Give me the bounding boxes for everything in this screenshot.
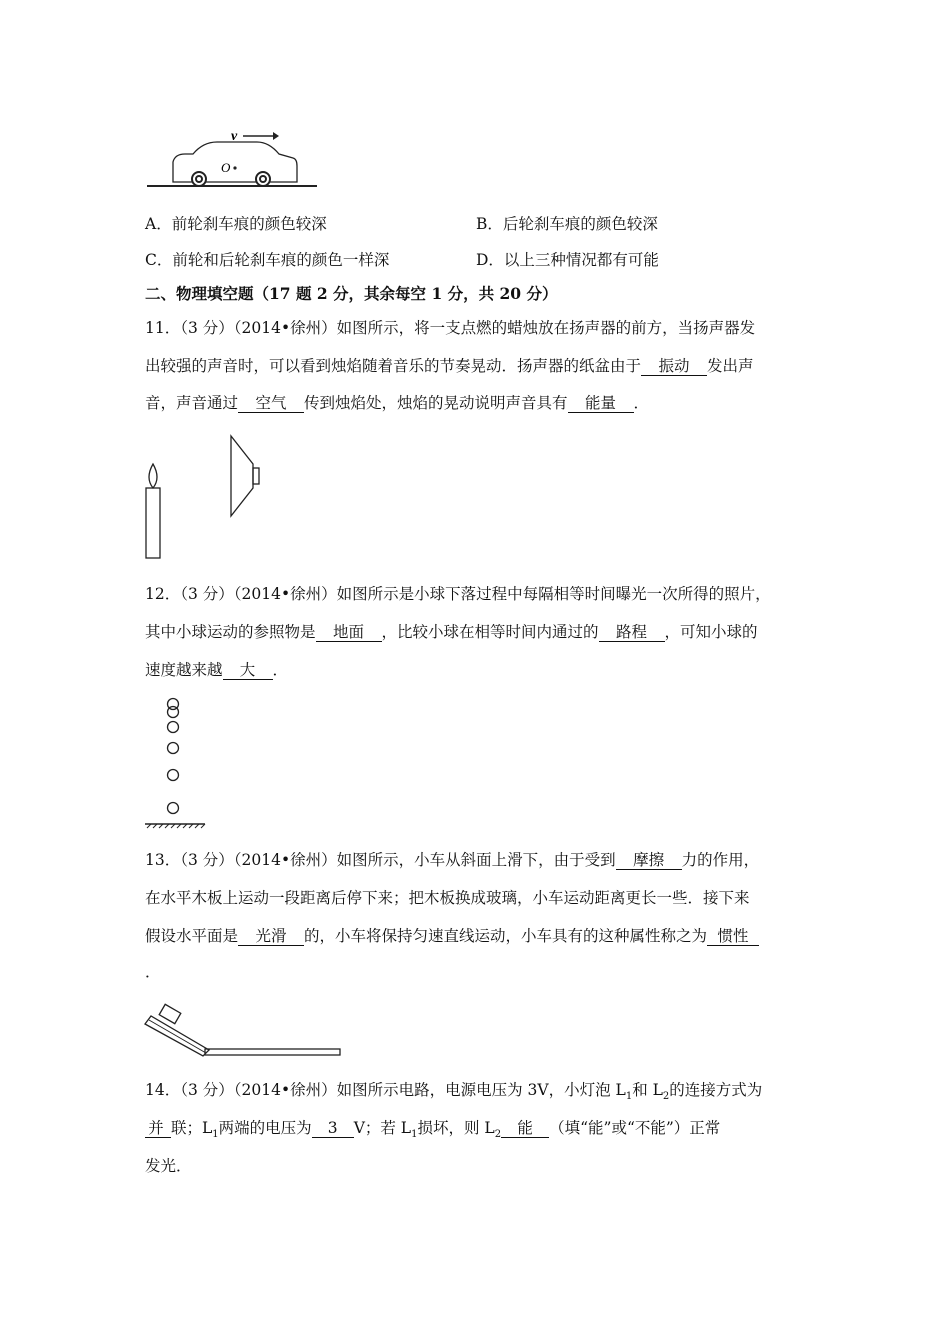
q11-line-3: [145, 393, 649, 413]
q14-text-2e: （填“能”或“不能”）正常: [549, 1119, 721, 1137]
q12-line-1: [145, 584, 771, 604]
q11-text-3a: 音，声音通过: [145, 394, 239, 412]
q14-blank-2: 3: [312, 1119, 354, 1138]
section-title: 二、物理填空题（17 题 2 分，其余每空 1 分，共 20 分）: [145, 284, 558, 303]
q14-text-1b: 和 L: [632, 1081, 663, 1099]
q14-text-1c: 的连接方式为: [669, 1081, 763, 1099]
ball-4: [168, 743, 179, 754]
q14-text-2d: 损坏，则 L: [417, 1119, 495, 1137]
q12-blank-2: 路程: [599, 623, 665, 642]
q11-text-3c: ．: [633, 394, 650, 412]
front-wheel: [192, 172, 206, 186]
q13-text-2: 在水平木板上运动一段距离后停下来；把木板换成玻璃，小车运动距离更长一些．接下来: [145, 889, 750, 907]
q12-blank-3: 大: [223, 661, 273, 680]
center-label: O: [221, 160, 231, 175]
q14-sub-3: 1: [212, 1129, 219, 1141]
q14-sub-1: 1: [625, 1091, 633, 1103]
q11-line-2: [145, 356, 754, 376]
q12-line-3: [145, 660, 288, 680]
q13-text-1a: 13．（3 分）（2014•徐州）如图所示，小车从斜面上滑下，由于受到: [145, 851, 616, 869]
q14-line-3: [145, 1156, 192, 1176]
q12-text-2c: ，可知小球的: [664, 623, 758, 641]
q13-text-4: ．: [145, 963, 161, 981]
q11-blank-2: 空气: [238, 394, 304, 413]
q13-blank-2: 光滑: [238, 927, 304, 946]
q14-sub-5: 2: [494, 1129, 502, 1141]
option-d: D．以上三种情况都有可能: [476, 251, 659, 269]
q13-line-3: [145, 926, 759, 946]
rear-wheel: [256, 172, 270, 186]
candle-speaker-figure: [143, 432, 273, 562]
ball-5: [168, 770, 179, 781]
car-figure: [145, 126, 325, 196]
ball-2: [168, 707, 179, 718]
q13-text-3a: 假设水平面是: [145, 927, 239, 945]
q14-line-2: [145, 1118, 720, 1145]
q14-blank-1: 并: [145, 1119, 171, 1138]
q13-line-1: [145, 850, 759, 870]
q11-line-1: [145, 318, 755, 338]
q14-blank-3: 能: [501, 1119, 549, 1138]
flame-icon: [149, 464, 157, 488]
q13-blank-1: 摩擦: [616, 851, 682, 870]
falling-ball-figure: [143, 694, 213, 834]
option-b: B．后轮刹车痕的颜色较深: [476, 215, 658, 233]
q11-text-1: 11．（3 分）（2014•徐州）如图所示，将一支点燃的蜡烛放在扬声器的前方，当扬声器发: [145, 319, 756, 337]
candle: [146, 488, 160, 558]
ball-6: [168, 803, 179, 814]
q14-text-1a: 14．（3 分）（2014•徐州）如图所示电路，电源电压为 3V，小灯泡 L: [145, 1081, 626, 1099]
speaker-magnet: [253, 468, 259, 484]
q13-blank-3: 惯性: [707, 927, 759, 946]
q11-blank-3: 能量: [568, 394, 634, 413]
q11-blank-1: 振动: [641, 357, 707, 376]
q14-sub-4: 1: [411, 1129, 418, 1141]
incline-figure: [143, 1002, 343, 1062]
horizontal-board: [205, 1049, 340, 1055]
cart: [159, 1004, 181, 1023]
q14-text-2c: V；若 L: [353, 1119, 412, 1137]
q12-blank-1: 地面: [316, 623, 382, 642]
q14-text-3: 发光．: [145, 1157, 192, 1175]
q14-sub-2: 2: [662, 1091, 670, 1103]
q11-text-2a: 出较强的声音时，可以看到烛焰随着音乐的节奏晃动．扬声器的纸盆由于: [145, 357, 642, 375]
q12-line-2: [145, 622, 758, 642]
incline-inner: [149, 1020, 206, 1053]
q12-text-3a: 速度越来越: [145, 661, 223, 679]
q12-text-3b: ．: [272, 661, 289, 679]
q13-line-4: [145, 962, 161, 982]
q12-text-2b: ，比较小球在相等时间内通过的: [381, 623, 599, 641]
speaker-cone: [231, 436, 253, 516]
center-dot: [233, 166, 236, 169]
ball-3: [168, 722, 179, 733]
q13-text-1b: 力的作用，: [681, 851, 760, 869]
q13-text-3b: 的，小车将保持匀速直线运动，小车具有的这种属性称之为: [304, 927, 708, 945]
q12-text-1: 12．（3 分）（2014•徐州）如图所示是小球下落过程中每隔相等时间曝光一次所得的照片，: [145, 585, 771, 603]
q14-line-1: [145, 1080, 762, 1107]
velocity-label: v: [231, 129, 238, 144]
option-c: C．前轮和后轮刹车痕的颜色一样深: [145, 251, 390, 269]
arrow-head-icon: [273, 132, 279, 140]
option-a: A．前轮刹车痕的颜色较深: [145, 215, 327, 233]
q13-line-2: [145, 888, 750, 908]
q14-text-2a: 联；L: [171, 1119, 213, 1137]
q12-text-2a: 其中小球运动的参照物是: [145, 623, 316, 641]
q14-text-2b: 两端的电压为: [218, 1119, 312, 1137]
q11-text-2b: 发出声: [707, 357, 754, 375]
q11-text-3b: 传到烛焰处，烛焰的晃动说明声音具有: [304, 394, 568, 412]
